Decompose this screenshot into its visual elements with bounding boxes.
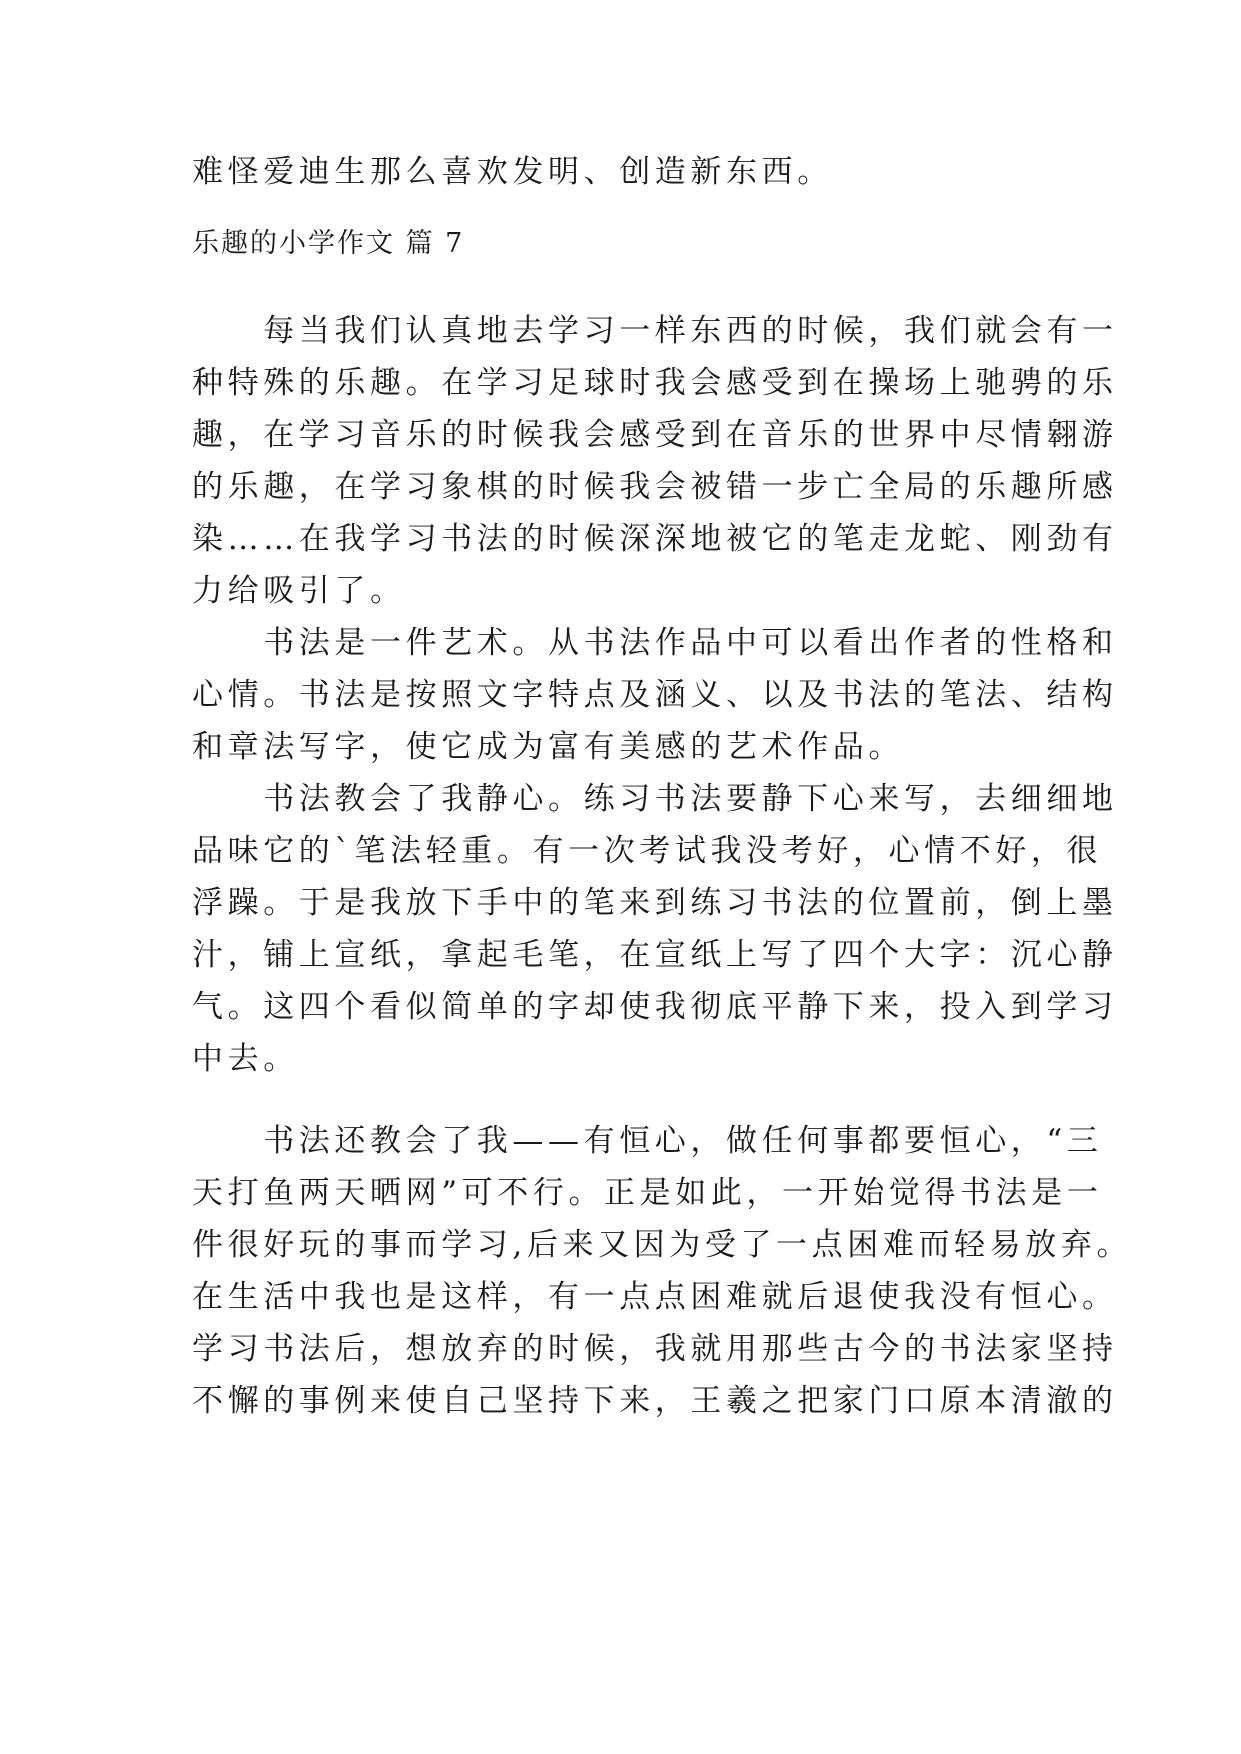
previous-paragraph-end: 难怪爱迪生那么喜欢发明、创造新东西。 xyxy=(192,154,833,190)
body-line: 在生活中我也是这样，有一点点困难就后退使我没有恒心。 xyxy=(192,1279,1118,1315)
body-line: 中去。 xyxy=(192,1041,299,1077)
body-line: 件很好玩的事而学习,后来又因为受了一点困难而轻易放弃。 xyxy=(192,1227,1133,1263)
body-line: 天打鱼两天晒网”可不行。正是如此，一开始觉得书法是一 xyxy=(192,1175,1103,1211)
body-line: 气。这四个看似简单的字却使我彻底平静下来，投入到学习 xyxy=(192,989,1118,1025)
body-line: 学习书法后，想放弃的时候，我就用那些古今的书法家坚持 xyxy=(192,1331,1118,1367)
body-line: 书法教会了我静心。练习书法要静下心来写，去细细地 xyxy=(192,781,1118,817)
body-line: 心情。书法是按照文字特点及涵义、以及书法的笔法、结构 xyxy=(192,677,1118,713)
body-line: 书法还教会了我——有恒心，做任何事都要恒心，“三 xyxy=(192,1123,1103,1159)
body-line: 书法是一件艺术。从书法作品中可以看出作者的性格和 xyxy=(192,625,1118,661)
body-line: 和章法写字，使它成为富有美感的艺术作品。 xyxy=(192,729,904,765)
body-line: 浮躁。于是我放下手中的笔来到练习书法的位置前，倒上墨 xyxy=(192,885,1118,921)
body-line: 种特殊的乐趣。在学习足球时我会感受到在操场上驰骋的乐 xyxy=(192,365,1118,401)
body-line: 力给吸引了。 xyxy=(192,573,406,609)
body-line: 每当我们认真地去学习一样东西的时候，我们就会有一 xyxy=(192,313,1118,349)
body-line: 的乐趣，在学习象棋的时候我会被错一步亡全局的乐趣所感 xyxy=(192,469,1118,505)
body-line: 汁，铺上宣纸，拿起毛笔，在宣纸上写了四个大字：沉心静 xyxy=(192,937,1118,973)
body-line: 品味它的`笔法轻重。有一次考试我没考好，心情不好，很 xyxy=(192,833,1103,869)
section-heading: 乐趣的小学作文 篇 7 xyxy=(192,228,465,259)
body-line: 染……在我学习书法的时候深深地被它的笔走龙蛇、刚劲有 xyxy=(192,521,1118,557)
body-line: 趣，在学习音乐的时候我会感受到在音乐的世界中尽情翱游 xyxy=(192,417,1118,453)
body-line: 不懈的事例来使自己坚持下来，王羲之把家门口原本清澈的 xyxy=(192,1383,1118,1419)
